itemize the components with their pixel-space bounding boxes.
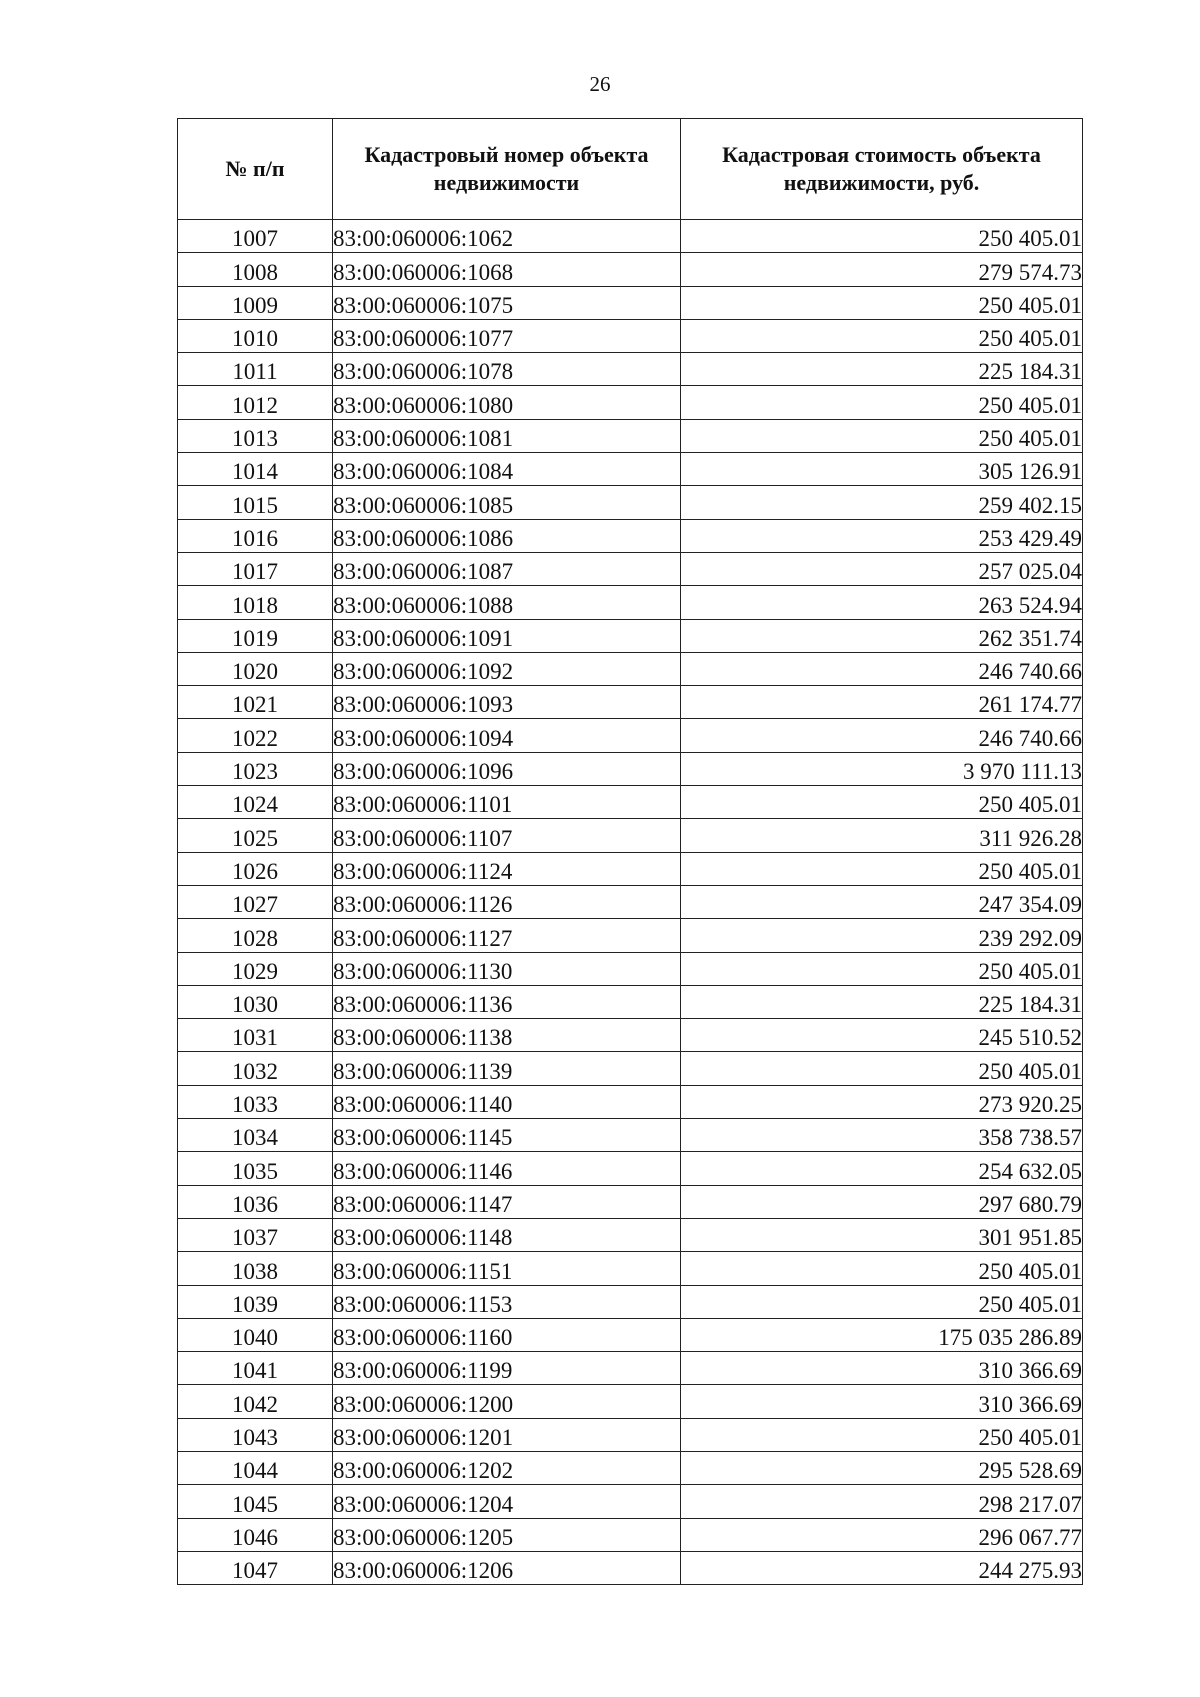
row-number-cell: 1022: [178, 719, 333, 752]
table-row: [178, 1052, 1083, 1085]
cadastral-value-cell: 261 174.77: [681, 686, 1083, 719]
page-number: 26: [589, 72, 611, 96]
cadastral-value-cell: 3 970 111.13: [681, 752, 1083, 785]
cadastral-number-cell: 83:00:060006:1199: [333, 1352, 681, 1385]
table-row: [178, 1318, 1083, 1351]
table-row: [178, 952, 1083, 985]
cadastral-number-cell: 83:00:060006:1139: [333, 1052, 681, 1085]
table-row: [178, 253, 1083, 286]
cadastral-value-cell: 310 366.69: [681, 1352, 1083, 1385]
cadastral-value-cell: 250 405.01: [681, 1252, 1083, 1285]
row-number-cell: 1020: [178, 652, 333, 685]
cadastral-number-cell: 83:00:060006:1077: [333, 319, 681, 352]
row-number-cell: 1023: [178, 752, 333, 785]
row-number-cell: 1013: [178, 419, 333, 452]
cadastral-number-cell: 83:00:060006:1096: [333, 752, 681, 785]
table-row: [178, 1218, 1083, 1251]
row-number-cell: 1019: [178, 619, 333, 652]
cadastral-number-cell: 83:00:060006:1148: [333, 1218, 681, 1251]
table-row: [178, 319, 1083, 352]
cadastral-value-cell: 295 528.69: [681, 1451, 1083, 1484]
table-body: [178, 220, 1083, 1585]
cadastral-value-cell: 250 405.01: [681, 786, 1083, 819]
cadastral-value-cell: 250 405.01: [681, 852, 1083, 885]
table-row: [178, 1551, 1083, 1584]
cadastral-number-cell: 83:00:060006:1062: [333, 220, 681, 253]
cadastral-number-cell: 83:00:060006:1145: [333, 1119, 681, 1152]
cadastral-number-cell: 83:00:060006:1091: [333, 619, 681, 652]
cadastral-value-cell: 250 405.01: [681, 1285, 1083, 1318]
cadastral-value-cell: 250 405.01: [681, 952, 1083, 985]
cadastral-number-cell: 83:00:060006:1206: [333, 1551, 681, 1584]
cadastral-number-cell: 83:00:060006:1204: [333, 1485, 681, 1518]
cadastral-number-cell: 83:00:060006:1140: [333, 1085, 681, 1118]
row-number-cell: 1010: [178, 319, 333, 352]
table-row: [178, 1385, 1083, 1418]
cadastral-number-cell: 83:00:060006:1084: [333, 453, 681, 486]
cadastral-value-cell: 250 405.01: [681, 386, 1083, 419]
row-number-cell: 1043: [178, 1418, 333, 1451]
cadastral-value-cell: 262 351.74: [681, 619, 1083, 652]
cadastral-number-cell: 83:00:060006:1080: [333, 386, 681, 419]
cadastral-number-cell: 83:00:060006:1085: [333, 486, 681, 519]
cadastral-number-cell: 83:00:060006:1078: [333, 353, 681, 386]
table-header-row: [178, 119, 1083, 220]
cadastral-value-cell: 358 738.57: [681, 1119, 1083, 1152]
cadastral-number-cell: 83:00:060006:1127: [333, 919, 681, 952]
cadastral-value-cell: 244 275.93: [681, 1551, 1083, 1584]
table-row: [178, 1418, 1083, 1451]
row-number-cell: 1039: [178, 1285, 333, 1318]
cadastral-number-cell: 83:00:060006:1092: [333, 652, 681, 685]
row-number-cell: 1017: [178, 552, 333, 585]
table-row: [178, 1119, 1083, 1152]
cadastral-number-cell: 83:00:060006:1202: [333, 1451, 681, 1484]
table-row: [178, 985, 1083, 1018]
row-number-cell: 1028: [178, 919, 333, 952]
cadastral-value-cell: 250 405.01: [681, 220, 1083, 253]
table-row: [178, 652, 1083, 685]
cadastral-value-cell: 273 920.25: [681, 1085, 1083, 1118]
cadastral-number-cell: 83:00:060006:1088: [333, 586, 681, 619]
table-row: [178, 519, 1083, 552]
cadastral-number-cell: 83:00:060006:1075: [333, 286, 681, 319]
cadastral-number-cell: 83:00:060006:1147: [333, 1185, 681, 1218]
cadastral-value-cell: 297 680.79: [681, 1185, 1083, 1218]
cadastral-number-cell: 83:00:060006:1201: [333, 1418, 681, 1451]
row-number-cell: 1042: [178, 1385, 333, 1418]
cadastral-value-cell: 298 217.07: [681, 1485, 1083, 1518]
row-number-cell: 1038: [178, 1252, 333, 1285]
cadastral-number-cell: 83:00:060006:1160: [333, 1318, 681, 1351]
table-row: [178, 1152, 1083, 1185]
table-row: [178, 486, 1083, 519]
cadastral-value-cell: 250 405.01: [681, 286, 1083, 319]
cadastral-value-cell: 239 292.09: [681, 919, 1083, 952]
row-number-cell: 1030: [178, 985, 333, 1018]
row-number-cell: 1046: [178, 1518, 333, 1551]
header-cadastral-value: Кадастровая стоимость объекта недвижимости, руб.: [681, 119, 1083, 220]
table-row: [178, 1285, 1083, 1318]
cadastral-value-cell: 225 184.31: [681, 353, 1083, 386]
table-row: [178, 686, 1083, 719]
cadastral-number-cell: 83:00:060006:1068: [333, 253, 681, 286]
row-number-cell: 1041: [178, 1352, 333, 1385]
table-row: [178, 1019, 1083, 1052]
cadastral-value-cell: 263 524.94: [681, 586, 1083, 619]
cadastral-number-cell: 83:00:060006:1094: [333, 719, 681, 752]
table-row: [178, 1451, 1083, 1484]
row-number-cell: 1040: [178, 1318, 333, 1351]
row-number-cell: 1026: [178, 852, 333, 885]
row-number-cell: 1018: [178, 586, 333, 619]
cadastral-value-cell: 250 405.01: [681, 1418, 1083, 1451]
cadastral-number-cell: 83:00:060006:1153: [333, 1285, 681, 1318]
row-number-cell: 1029: [178, 952, 333, 985]
table-row: [178, 1518, 1083, 1551]
table-row: [178, 1485, 1083, 1518]
table-row: [178, 752, 1083, 785]
table-row: [178, 586, 1083, 619]
table-row: [178, 353, 1083, 386]
cadastral-value-cell: 246 740.66: [681, 652, 1083, 685]
row-number-cell: 1024: [178, 786, 333, 819]
cadastral-number-cell: 83:00:060006:1146: [333, 1152, 681, 1185]
row-number-cell: 1032: [178, 1052, 333, 1085]
row-number-cell: 1007: [178, 220, 333, 253]
row-number-cell: 1021: [178, 686, 333, 719]
cadastral-value-cell: 225 184.31: [681, 985, 1083, 1018]
cadastral-value-cell: 259 402.15: [681, 486, 1083, 519]
cadastral-number-cell: 83:00:060006:1087: [333, 552, 681, 585]
row-number-cell: 1025: [178, 819, 333, 852]
table-row: [178, 1085, 1083, 1118]
cadastral-value-cell: 257 025.04: [681, 552, 1083, 585]
cadastral-value-cell: 247 354.09: [681, 885, 1083, 918]
row-number-cell: 1036: [178, 1185, 333, 1218]
table-row: [178, 786, 1083, 819]
table-row: [178, 819, 1083, 852]
table-row: [178, 852, 1083, 885]
cadastral-value-cell: 246 740.66: [681, 719, 1083, 752]
row-number-cell: 1011: [178, 353, 333, 386]
cadastral-number-cell: 83:00:060006:1081: [333, 419, 681, 452]
table-row: [178, 220, 1083, 253]
row-number-cell: 1044: [178, 1451, 333, 1484]
cadastral-value-cell: 250 405.01: [681, 419, 1083, 452]
cadastral-value-cell: 296 067.77: [681, 1518, 1083, 1551]
row-number-cell: 1047: [178, 1551, 333, 1584]
table-row: [178, 386, 1083, 419]
row-number-cell: 1009: [178, 286, 333, 319]
cadastral-value-cell: 311 926.28: [681, 819, 1083, 852]
table-row: [178, 419, 1083, 452]
table-row: [178, 719, 1083, 752]
cadastral-number-cell: 83:00:060006:1136: [333, 985, 681, 1018]
cadastral-number-cell: 83:00:060006:1101: [333, 786, 681, 819]
cadastral-value-cell: 250 405.01: [681, 319, 1083, 352]
row-number-cell: 1045: [178, 1485, 333, 1518]
row-number-cell: 1012: [178, 386, 333, 419]
cadastral-value-cell: 301 951.85: [681, 1218, 1083, 1251]
cadastral-number-cell: 83:00:060006:1107: [333, 819, 681, 852]
cadastral-number-cell: 83:00:060006:1126: [333, 885, 681, 918]
cadastral-value-cell: 305 126.91: [681, 453, 1083, 486]
cadastral-number-cell: 83:00:060006:1093: [333, 686, 681, 719]
cadastral-value-cell: 250 405.01: [681, 1052, 1083, 1085]
header-cadastral-number: Кадастровый номер объекта недвижимости: [333, 119, 681, 220]
cadastral-number-cell: 83:00:060006:1124: [333, 852, 681, 885]
cadastral-value-cell: 245 510.52: [681, 1019, 1083, 1052]
row-number-cell: 1035: [178, 1152, 333, 1185]
header-row-number: № п/п: [178, 119, 333, 220]
cadastral-number-cell: 83:00:060006:1138: [333, 1019, 681, 1052]
table-row: [178, 286, 1083, 319]
table-row: [178, 552, 1083, 585]
table-row: [178, 885, 1083, 918]
table-row: [178, 453, 1083, 486]
row-number-cell: 1031: [178, 1019, 333, 1052]
table-row: [178, 919, 1083, 952]
row-number-cell: 1033: [178, 1085, 333, 1118]
cadastral-number-cell: 83:00:060006:1205: [333, 1518, 681, 1551]
cadastral-number-cell: 83:00:060006:1200: [333, 1385, 681, 1418]
cadastre-table: [177, 118, 1083, 1585]
cadastral-value-cell: 310 366.69: [681, 1385, 1083, 1418]
row-number-cell: 1027: [178, 885, 333, 918]
row-number-cell: 1037: [178, 1218, 333, 1251]
table-row: [178, 619, 1083, 652]
row-number-cell: 1014: [178, 453, 333, 486]
cadastral-value-cell: 279 574.73: [681, 253, 1083, 286]
table-row: [178, 1252, 1083, 1285]
row-number-cell: 1016: [178, 519, 333, 552]
cadastral-value-cell: 254 632.05: [681, 1152, 1083, 1185]
cadastral-number-cell: 83:00:060006:1086: [333, 519, 681, 552]
row-number-cell: 1015: [178, 486, 333, 519]
cadastral-number-cell: 83:00:060006:1151: [333, 1252, 681, 1285]
row-number-cell: 1008: [178, 253, 333, 286]
cadastral-value-cell: 253 429.49: [681, 519, 1083, 552]
table-row: [178, 1185, 1083, 1218]
cadastral-value-cell: 175 035 286.89: [681, 1318, 1083, 1351]
table-row: [178, 1352, 1083, 1385]
cadastral-number-cell: 83:00:060006:1130: [333, 952, 681, 985]
row-number-cell: 1034: [178, 1119, 333, 1152]
